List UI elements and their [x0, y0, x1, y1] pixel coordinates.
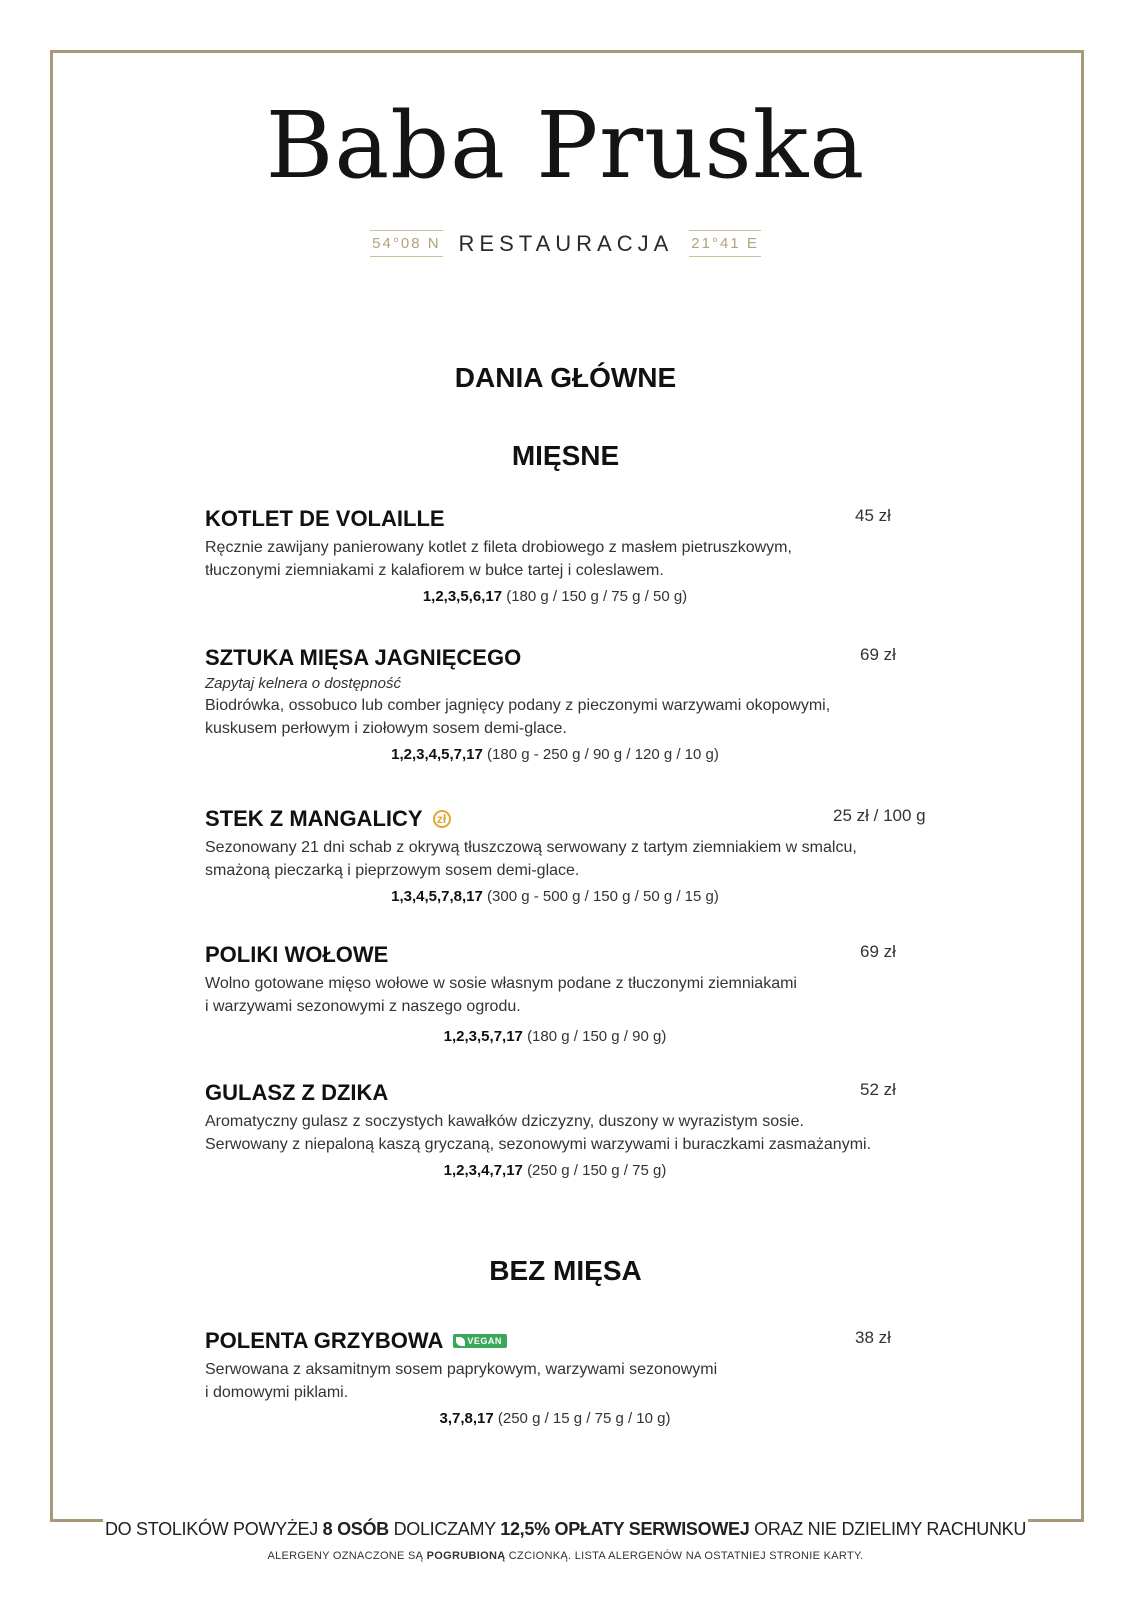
item-price: 52 zł: [860, 1080, 896, 1099]
item-allergens: 3,7,8,17 (250 g / 15 g / 75 g / 10 g): [439, 1410, 671, 1427]
item-allergens: 1,2,3,5,6,17 (180 g / 150 g / 75 g / 50 g): [422, 588, 688, 605]
item-note: Zapytaj kelnera o dostępność: [205, 675, 401, 692]
item-price: 69 zł: [860, 645, 896, 664]
item-allergens: 1,2,3,4,5,7,17 (180 g - 250 g / 90 g / 120 g / 10 g): [391, 746, 719, 763]
item-name: POLIKI WOŁOWE: [205, 942, 389, 967]
item-name: GULASZ Z DZIKA: [205, 1080, 389, 1105]
coordinate-east: 21°41 E: [689, 230, 761, 257]
menu-item: [205, 1080, 945, 1179]
item-name: KOTLET DE VOLAILLE: [205, 506, 445, 531]
menu-item: [205, 645, 945, 763]
restaurant-subtitle: RESTAURACJA: [458, 230, 674, 256]
allergen-notice: ALERGENY OZNACZONE SĄ POGRUBIONĄ CZCIONKĄ. LISTA ALERGENÓW NA OSTATNIEJ STRONIE KARTY.: [267, 1550, 864, 1562]
zloty-coin-icon: zł: [433, 810, 451, 828]
item-name: SZTUKA MIĘSA JAGNIĘCEGO: [205, 645, 522, 670]
logo-subline: [0, 230, 1131, 257]
item-allergens: 1,3,4,5,7,8,17 (300 g - 500 g / 150 g / 50 g / 15 g): [391, 888, 719, 905]
item-description: Serwowana z aksamitnym sosem paprykowym, warzywami sezonowymi i domowymi piklami.: [205, 1361, 718, 1401]
restaurant-logo: Baba Pruska: [265, 92, 866, 199]
item-description: Aromatyczny gulasz z soczystych kawałków dziczyzny, duszony w wyrazistym sosie. Serwowany z niepaloną kaszą gryczaną, sezonowymi warzywami i buraczkami zasmażanymi.: [205, 1113, 872, 1153]
leaf-icon: [456, 1337, 465, 1346]
item-price: 38 zł: [855, 1328, 891, 1347]
menu-item: [205, 1328, 945, 1427]
item-price: 25 zł / 100 g: [833, 806, 926, 825]
item-allergens: 1,2,3,4,7,17 (250 g / 150 g / 75 g): [443, 1162, 667, 1179]
item-description: Sezonowany 21 dni schab z okrywą tłuszczową serwowany z tartym ziemniakiem w smalcu, smażoną pieczarką i pieprzowym sosem demi-glace.: [205, 839, 857, 879]
item-allergens: 1,2,3,5,7,17 (180 g / 150 g / 90 g): [443, 1028, 667, 1045]
item-price: 45 zł: [855, 506, 891, 525]
service-charge-notice: DO STOLIKÓW POWYŻEJ 8 OSÓB DOLICZAMY 12,5% OPŁATY SERWISOWEJ ORAZ NIE DZIELIMY RACHUNKU: [104, 1519, 1027, 1539]
item-price: 69 zł: [860, 942, 896, 961]
menu-item: [205, 806, 945, 905]
coordinate-north: 54°08 N: [370, 230, 442, 257]
page-frame: [50, 50, 1084, 1522]
item-description: Wolno gotowane mięso wołowe w sosie własnym podane z tłuczonymi ziemniakami i warzywami sezonowymi z naszego ogrodu.: [205, 975, 797, 1015]
menu-item: [205, 506, 945, 605]
menu-item: [205, 942, 945, 1045]
subsection-meatless: BEZ MIĘSA: [489, 1255, 642, 1286]
item-description: Biodrówka, ossobuco lub comber jagnięcy podany z pieczonymi warzywami okopowymi, kuskusem perłowym i ziołowym sosem demi-glace.: [205, 697, 831, 737]
subsection-meat: MIĘSNE: [511, 440, 620, 471]
item-name: POLENTA GRZYBOWA VEGAN: [205, 1328, 945, 1354]
item-description: Ręcznie zawijany panierowany kotlet z fileta drobiowego z masłem pietruszkowym, tłuczonymi ziemniakami z kalafiorem w bułce tartej i coleslawem.: [205, 539, 792, 579]
vegan-badge: VEGAN: [453, 1334, 507, 1348]
section-title: DANIA GŁÓWNE: [454, 362, 677, 393]
item-name: STEK Z MANGALICY zł: [205, 806, 945, 832]
